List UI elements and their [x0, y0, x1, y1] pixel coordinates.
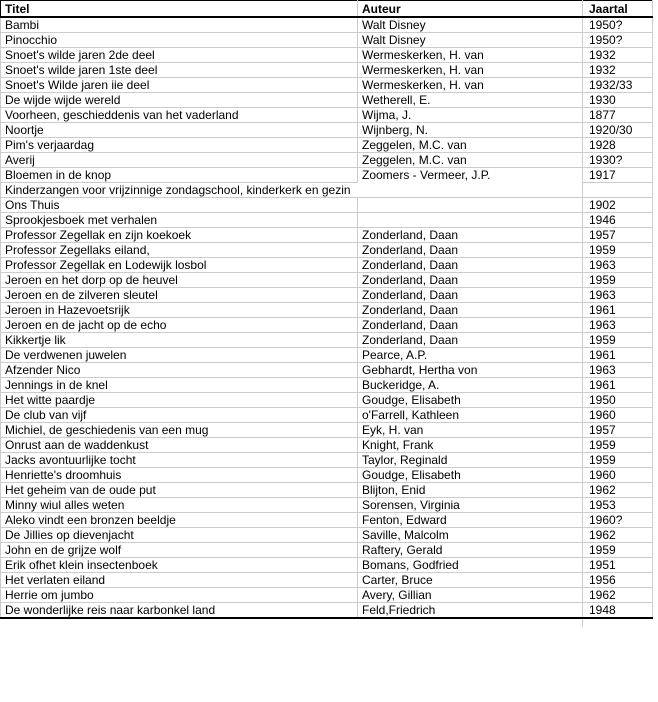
table-row — [1, 498, 653, 513]
cell-auteur: Buckeridge, A. — [358, 378, 583, 393]
cell-titel: Jeroen en de jacht op de echo — [1, 318, 358, 333]
table-row — [1, 378, 653, 393]
cell-titel: Pinocchio — [1, 33, 358, 48]
cell-auteur: Gebhardt, Hertha von — [358, 363, 583, 378]
cell-titel: De wijde wijde wereld — [1, 93, 358, 108]
cell-jaartal: 1961 — [583, 348, 653, 363]
cell-jaartal: 1917 — [583, 168, 653, 183]
cell-titel: Snoet's Wilde jaren iie deel — [1, 78, 358, 93]
cell-titel: Sprookjesboek met verhalen — [1, 213, 358, 228]
cell-auteur: Zonderland, Daan — [358, 273, 583, 288]
cell-titel: Het witte paardje — [1, 393, 358, 408]
cell-titel: Noortje — [1, 123, 358, 138]
cell-titel: Herrie om jumbo — [1, 588, 358, 603]
table-row — [1, 288, 653, 303]
cell-auteur: Zonderland, Daan — [358, 303, 583, 318]
cell-auteur: Fenton, Edward — [358, 513, 583, 528]
cell-titel: Bloemen in de knop — [1, 168, 358, 183]
cell-titel: Kikkertje lik — [1, 333, 358, 348]
cell-auteur — [358, 198, 583, 213]
cell-auteur: Avery, Gillian — [358, 588, 583, 603]
cell-jaartal: 1959 — [583, 543, 653, 558]
table-row — [1, 513, 653, 528]
cell-titel: Afzender Nico — [1, 363, 358, 378]
table-row — [1, 168, 653, 183]
cell-auteur: Feld,Friedrich — [358, 603, 583, 619]
table-row — [1, 348, 653, 363]
book-table-body — [1, 17, 653, 618]
cell-jaartal: 1961 — [583, 378, 653, 393]
cell-jaartal: 1951 — [583, 558, 653, 573]
table-row — [1, 273, 653, 288]
cell-titel: Het geheim van de oude put — [1, 483, 358, 498]
cell-auteur: Raftery, Gerald — [358, 543, 583, 558]
table-row — [1, 603, 653, 619]
table-row — [1, 438, 653, 453]
table-row — [1, 17, 653, 33]
cell-titel: Averij — [1, 153, 358, 168]
table-row — [1, 333, 653, 348]
table-row — [1, 258, 653, 273]
cell-titel: Professor Zegellak en Lodewijk losbol — [1, 258, 358, 273]
cell-titel: Bambi — [1, 17, 358, 33]
cell-jaartal: 1960? — [583, 513, 653, 528]
table-row — [1, 78, 653, 93]
cell-jaartal: 1959 — [583, 273, 653, 288]
cell-titel-overflow: Kinderzangen voor vrijzinnige zondagschool, kinderkerk en gezin — [1, 183, 583, 198]
table-row — [1, 93, 653, 108]
cell-jaartal: 1950? — [583, 17, 653, 33]
cell-auteur: Carter, Bruce — [358, 573, 583, 588]
table-row — [1, 243, 653, 258]
cell-jaartal: 1946 — [583, 213, 653, 228]
cell-jaartal: 1959 — [583, 333, 653, 348]
cell-jaartal: 1948 — [583, 603, 653, 619]
cell-titel: Jeroen in Hazevoetsrijk — [1, 303, 358, 318]
cell-auteur: Wijnberg, N. — [358, 123, 583, 138]
cell-titel: Professor Zegellaks eiland, — [1, 243, 358, 258]
cell-titel: Snoet's wilde jaren 2de deel — [1, 48, 358, 63]
column-header-titel: Titel — [1, 1, 358, 18]
cell-jaartal: 1950? — [583, 33, 653, 48]
cell-titel: De verdwenen juwelen — [1, 348, 358, 363]
cell-auteur: Goudge, Elisabeth — [358, 468, 583, 483]
table-row — [1, 213, 653, 228]
cell-auteur: Zonderland, Daan — [358, 333, 583, 348]
cell-auteur: Zonderland, Daan — [358, 258, 583, 273]
cell-jaartal: 1930 — [583, 93, 653, 108]
cell-jaartal: 1932 — [583, 48, 653, 63]
table-row — [1, 198, 653, 213]
cell-titel: Henriette's droomhuis — [1, 468, 358, 483]
cell-auteur: Zonderland, Daan — [358, 243, 583, 258]
cell-titel: Professor Zegellak en zijn koekoek — [1, 228, 358, 243]
cell-titel: De club van vijf — [1, 408, 358, 423]
header-row — [1, 1, 653, 18]
cell-jaartal: 1930? — [583, 153, 653, 168]
table-row — [1, 183, 653, 198]
table-row — [1, 318, 653, 333]
cell-auteur: Bomans, Godfried — [358, 558, 583, 573]
cell-titel: Jeroen en de zilveren sleutel — [1, 288, 358, 303]
cell-auteur: Zonderland, Daan — [358, 288, 583, 303]
cell-titel: Minny wiul alles weten — [1, 498, 358, 513]
cell-auteur: Wermeskerken, H. van — [358, 78, 583, 93]
table-row — [1, 423, 653, 438]
cell-titel: Ons Thuis — [1, 198, 358, 213]
cell-titel: De Jillies op dievenjacht — [1, 528, 358, 543]
cell-titel: Jacks avontuurlijke tocht — [1, 453, 358, 468]
table-row — [1, 528, 653, 543]
cell-titel: Onrust aan de waddenkust — [1, 438, 358, 453]
table-row — [1, 543, 653, 558]
cell-auteur: Taylor, Reginald — [358, 453, 583, 468]
cell-auteur: Walt Disney — [358, 17, 583, 33]
cell-auteur: Knight, Frank — [358, 438, 583, 453]
table-row — [1, 408, 653, 423]
table-row — [1, 48, 653, 63]
cell-titel: Jennings in de knel — [1, 378, 358, 393]
table-row — [1, 363, 653, 378]
table-row — [1, 483, 653, 498]
cell-auteur: Eyk, H. van — [358, 423, 583, 438]
cell-auteur: Zeggelen, M.C. van — [358, 153, 583, 168]
cell-titel: Erik ofhet klein insectenboek — [1, 558, 358, 573]
cell-jaartal: 1932/33 — [583, 78, 653, 93]
column-header-jaartal: Jaartal — [583, 1, 653, 18]
cell-jaartal: 1963 — [583, 288, 653, 303]
cell-auteur: Pearce, A.P. — [358, 348, 583, 363]
cell-jaartal: 1950 — [583, 393, 653, 408]
cell-titel: Michiel, de geschiedenis van een mug — [1, 423, 358, 438]
cell-auteur: Blijton, Enid — [358, 483, 583, 498]
cell-jaartal: 1963 — [583, 363, 653, 378]
cell-jaartal: 1962 — [583, 483, 653, 498]
table-row — [1, 123, 653, 138]
cell-jaartal: 1928 — [583, 138, 653, 153]
table-row — [1, 153, 653, 168]
table-row — [1, 558, 653, 573]
cell-auteur: Wetherell, E. — [358, 93, 583, 108]
table-row — [1, 138, 653, 153]
cell-jaartal: 1962 — [583, 528, 653, 543]
cell-titel: Jeroen en het dorp op de heuvel — [1, 273, 358, 288]
cell-jaartal: 1961 — [583, 303, 653, 318]
cell-jaartal: 1959 — [583, 243, 653, 258]
cell-titel: Het verlaten eiland — [1, 573, 358, 588]
column-gridline-stub — [582, 619, 583, 627]
cell-auteur: Goudge, Elisabeth — [358, 393, 583, 408]
cell-auteur: Zoomers - Vermeer, J.P. — [358, 168, 583, 183]
cell-jaartal: 1960 — [583, 468, 653, 483]
cell-jaartal: 1957 — [583, 228, 653, 243]
cell-auteur: Walt Disney — [358, 33, 583, 48]
table-row — [1, 108, 653, 123]
cell-jaartal: 1877 — [583, 108, 653, 123]
table-row — [1, 468, 653, 483]
cell-jaartal: 1957 — [583, 423, 653, 438]
cell-auteur: Wermeskerken, H. van — [358, 48, 583, 63]
cell-jaartal — [583, 183, 653, 198]
cell-auteur — [358, 213, 583, 228]
cell-titel: John en de grijze wolf — [1, 543, 358, 558]
cell-jaartal: 1963 — [583, 318, 653, 333]
cell-auteur: Zonderland, Daan — [358, 318, 583, 333]
cell-jaartal: 1960 — [583, 408, 653, 423]
cell-jaartal: 1959 — [583, 453, 653, 468]
table-row — [1, 63, 653, 78]
cell-auteur: Wijma, J. — [358, 108, 583, 123]
cell-jaartal: 1963 — [583, 258, 653, 273]
cell-titel: Pim's verjaardag — [1, 138, 358, 153]
cell-titel: Aleko vindt een bronzen beeldje — [1, 513, 358, 528]
cell-titel: Voorheen, geschieddenis van het vaderland — [1, 108, 358, 123]
table-row — [1, 228, 653, 243]
table-row — [1, 573, 653, 588]
cell-auteur: Zeggelen, M.C. van — [358, 138, 583, 153]
cell-auteur: Saville, Malcolm — [358, 528, 583, 543]
table-row — [1, 393, 653, 408]
cell-auteur: Zonderland, Daan — [358, 228, 583, 243]
cell-auteur: Wermeskerken, H. van — [358, 63, 583, 78]
table-row — [1, 588, 653, 603]
cell-jaartal: 1932 — [583, 63, 653, 78]
table-row — [1, 303, 653, 318]
cell-jaartal: 1902 — [583, 198, 653, 213]
column-header-auteur: Auteur — [358, 1, 583, 18]
cell-jaartal: 1953 — [583, 498, 653, 513]
cell-auteur: Sorensen, Virginia — [358, 498, 583, 513]
cell-jaartal: 1962 — [583, 588, 653, 603]
table-row — [1, 33, 653, 48]
cell-jaartal: 1920/30 — [583, 123, 653, 138]
cell-jaartal: 1959 — [583, 438, 653, 453]
cell-jaartal: 1956 — [583, 573, 653, 588]
cell-titel: Snoet's wilde jaren 1ste deel — [1, 63, 358, 78]
cell-titel: De wonderlijke reis naar karbonkel land — [1, 603, 358, 619]
table-row — [1, 453, 653, 468]
cell-auteur: o'Farrell, Kathleen — [358, 408, 583, 423]
